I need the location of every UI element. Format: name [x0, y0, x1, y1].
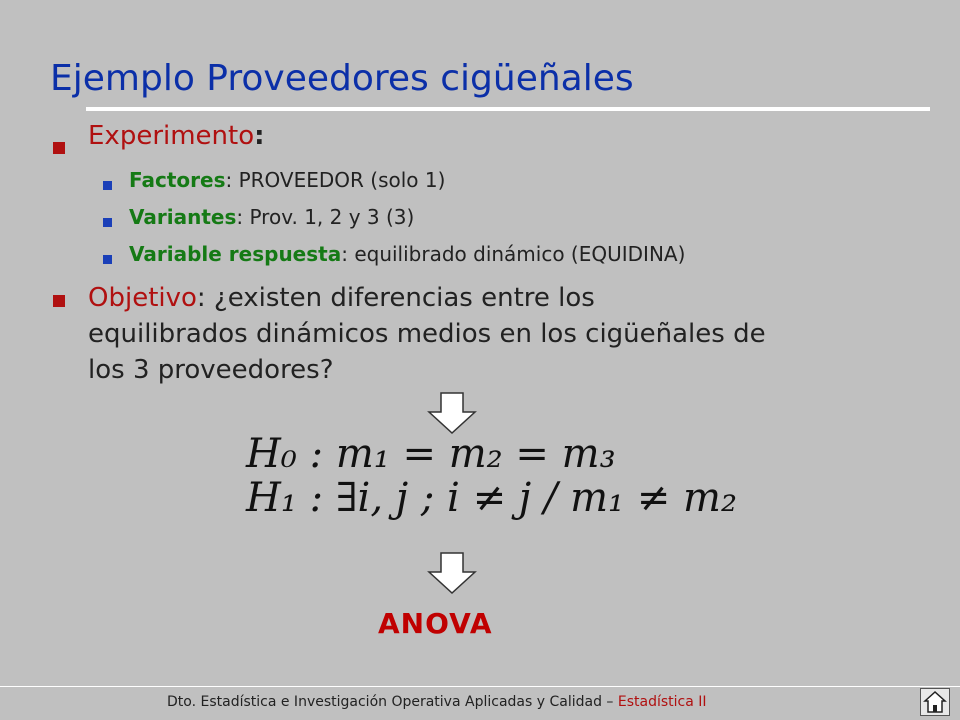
variantes-label: Variantes: [129, 205, 237, 229]
bullet-square-icon: [53, 295, 65, 307]
experimento-label: Experimento: [88, 121, 255, 151]
objetivo-label: Objetivo: [88, 283, 197, 313]
bullet-square-icon: [53, 142, 65, 154]
variantes-value: : Prov. 1, 2 y 3 (3): [236, 205, 415, 229]
footer-course: Estadística II: [617, 694, 707, 710]
hypothesis-formula: [246, 432, 737, 520]
experimento-colon: :: [254, 121, 265, 151]
bullet-square-icon: [103, 181, 112, 190]
footer-divider: [0, 686, 960, 687]
home-icon: [921, 689, 949, 715]
variable-value: : equilibrado dinámico (EQUIDINA): [341, 242, 686, 266]
footer-department: Dto. Estadística e Investigación Operativa Aplicadas y Calidad –: [167, 694, 618, 710]
bullet-variable-respuesta: [129, 242, 685, 266]
bullet-experimento: [88, 118, 265, 154]
bullet-objetivo: [88, 280, 928, 388]
objetivo-line-1: : ¿existen diferencias entre los: [196, 283, 595, 313]
bullet-square-icon: [103, 218, 112, 227]
factores-label: Factores: [129, 168, 226, 192]
bullet-variantes: [129, 205, 414, 229]
objetivo-line-2: equilibrados dinámicos medios en los cigüeñales de: [88, 319, 766, 349]
null-hypothesis: H₀ : m₁ = m₂ = m₃: [246, 431, 616, 477]
down-arrow-icon: [427, 552, 477, 594]
variable-label: Variable respuesta: [129, 242, 342, 266]
down-arrow-icon: [427, 392, 477, 434]
objetivo-line-3: los 3 proveedores?: [88, 355, 334, 385]
home-button[interactable]: [920, 688, 950, 716]
anova-label: ANOVA: [378, 607, 493, 640]
slide-title: Ejemplo Proveedores cigüeñales: [50, 58, 634, 99]
bullet-factores: [129, 168, 445, 192]
factores-value: : PROVEEDOR (solo 1): [225, 168, 446, 192]
alternative-hypothesis: H₁ : ∃i, j ; i ≠ j / m₁ ≠ m₂: [246, 475, 737, 521]
title-underline: [86, 107, 930, 111]
footer-text: [167, 694, 707, 710]
bullet-square-icon: [103, 255, 112, 264]
